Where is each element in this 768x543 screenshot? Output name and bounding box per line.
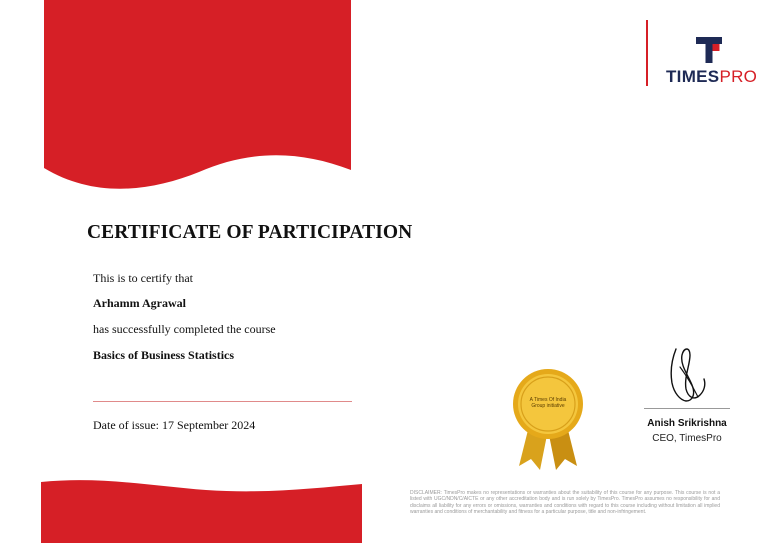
timespro-logo (646, 20, 756, 88)
logo-wordmark-times: TIMES (666, 67, 720, 86)
certificate-title: CERTIFICATE OF PARTICIPATION (87, 222, 413, 243)
logo-divider-bar (646, 20, 648, 86)
bottom-red-wave-decoration (41, 478, 362, 543)
top-red-wave-decoration (44, 0, 351, 195)
completion-text: has successfully completed the course (93, 322, 276, 336)
t-letter-icon (696, 37, 722, 63)
signatory-name: Anish Srikrishna (647, 418, 727, 429)
signature-icon (662, 345, 708, 403)
disclaimer-text: DISCLAIMER: TimesPro makes no representations or warranties about the suitability of this course for any purpose. This course is not a listed with UGC/NDN/C/AICTE or any other accreditation body and is run solely by TimesPro. TimesPro assumes no responsibility for and disclaims all liability for any errors or omissions, warranties and conditions with regard to this course including without limitation all implied warranties and conditions of merchantability and fitness for a particular purpose, title and non-infringement. (410, 490, 720, 515)
date-divider-line (93, 401, 352, 402)
course-name: Basics of Business Statistics (93, 348, 235, 362)
gold-rosette-badge-icon (509, 368, 587, 470)
signatory-title: CEO, TimesPro (652, 433, 722, 444)
certify-intro-text: This is to certify that (93, 271, 193, 285)
signature-line (644, 408, 730, 409)
recipient-name: Arhamm Agrawal (93, 296, 186, 310)
logo-wordmark (666, 67, 757, 87)
badge-text: A Times Of India Group initiative (529, 397, 567, 409)
date-of-issue: Date of issue: 17 September 2024 (93, 418, 256, 432)
logo-wordmark-pro: PRO (719, 67, 758, 86)
